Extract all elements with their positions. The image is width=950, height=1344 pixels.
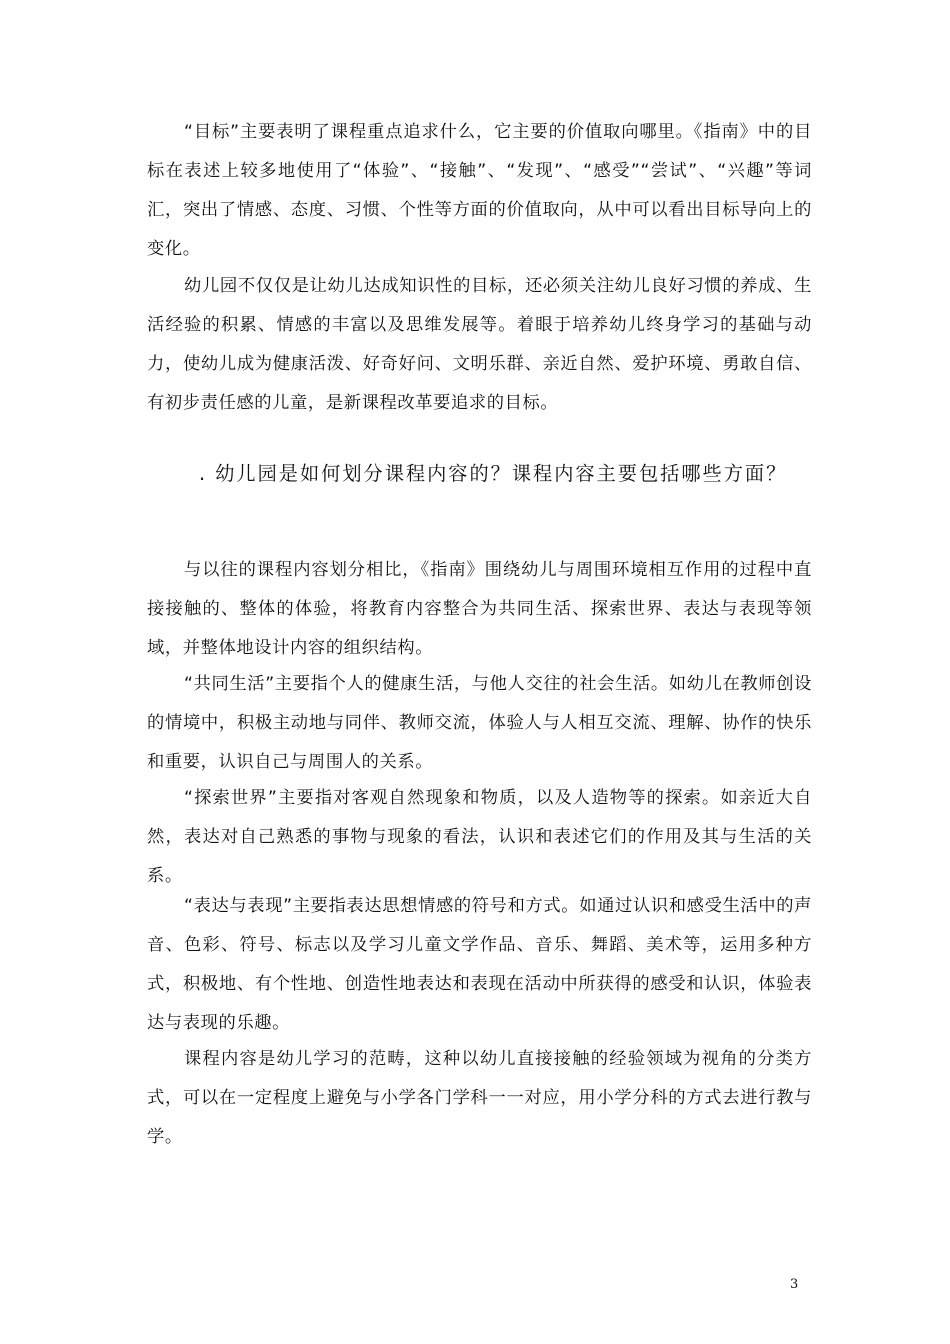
section-heading: . 幼儿园是如何划分课程内容的？课程内容主要包括哪些方面？ bbox=[199, 462, 788, 485]
paragraph-expression: “表达与表现”主要指表达思想情感的符号和方式。如通过认识和感受生活中的声音、色彩、符号、标志以及学习儿童文学作品、音乐、舞蹈、美术等，运用多种方式，积极地、有个性地、创造性地表达和表现在活动中所获得的感受和认识，体验表达与表现的乐趣。 bbox=[147, 896, 812, 1033]
paragraph-kindergarten-goals: 幼儿园不仅仅是让幼儿达成知识性的目标，还必须关注幼儿良好习惯的养成、生活经验的积累、情感的丰富以及思维发展等。着眼于培养幼儿终身学习的基础与动力，使幼儿成为健康活泼、好奇好问、文明乐群、亲近自然、爱护环境、勇敢自信、有初步责任感的儿童，是新课程改革要追求的目标。 bbox=[147, 276, 812, 413]
page-number: 3 bbox=[790, 1277, 799, 1292]
paragraph-common-life: “共同生活”主要指个人的健康生活，与他人交往的社会生活。如幼儿在教师创设的情境中，积极主动地与同伴、教师交流，体验人与人相互交流、理解、协作的快乐和重要，认识自己与周围人的关系。 bbox=[147, 674, 812, 772]
paragraph-content-scope: 课程内容是幼儿学习的范畴，这种以幼儿直接接触的经验领域为视角的分类方式，可以在一定程度上避免与小学各门学科一一对应，用小学分科的方式去进行教与学。 bbox=[147, 1049, 812, 1147]
paragraph-explore-world: “探索世界”主要指对客观自然现象和物质，以及人造物等的探索。如亲近大自然，表达对自己熟悉的事物与现象的看法，认识和表述它们的作用及其与生活的关系。 bbox=[147, 788, 812, 886]
paragraph-goals: “目标”主要表明了课程重点追求什么，它主要的价值取向哪里。《指南》中的目标在表述上较多地使用了“体验”、“接触”、“发现”、“感受”“尝试”、“兴趣”等词汇，突出了情感、态度、习惯、个性等方面的价值取向，从中可以看出目标导向上的变化。 bbox=[147, 122, 812, 259]
paragraph-content-division: 与以往的课程内容划分相比，《指南》围绕幼儿与周围环境相互作用的过程中直接接触的、整体的体验，将教育内容整合为共同生活、探索世界、表达与表现等领域，并整体地设计内容的组织结构。 bbox=[147, 560, 812, 658]
